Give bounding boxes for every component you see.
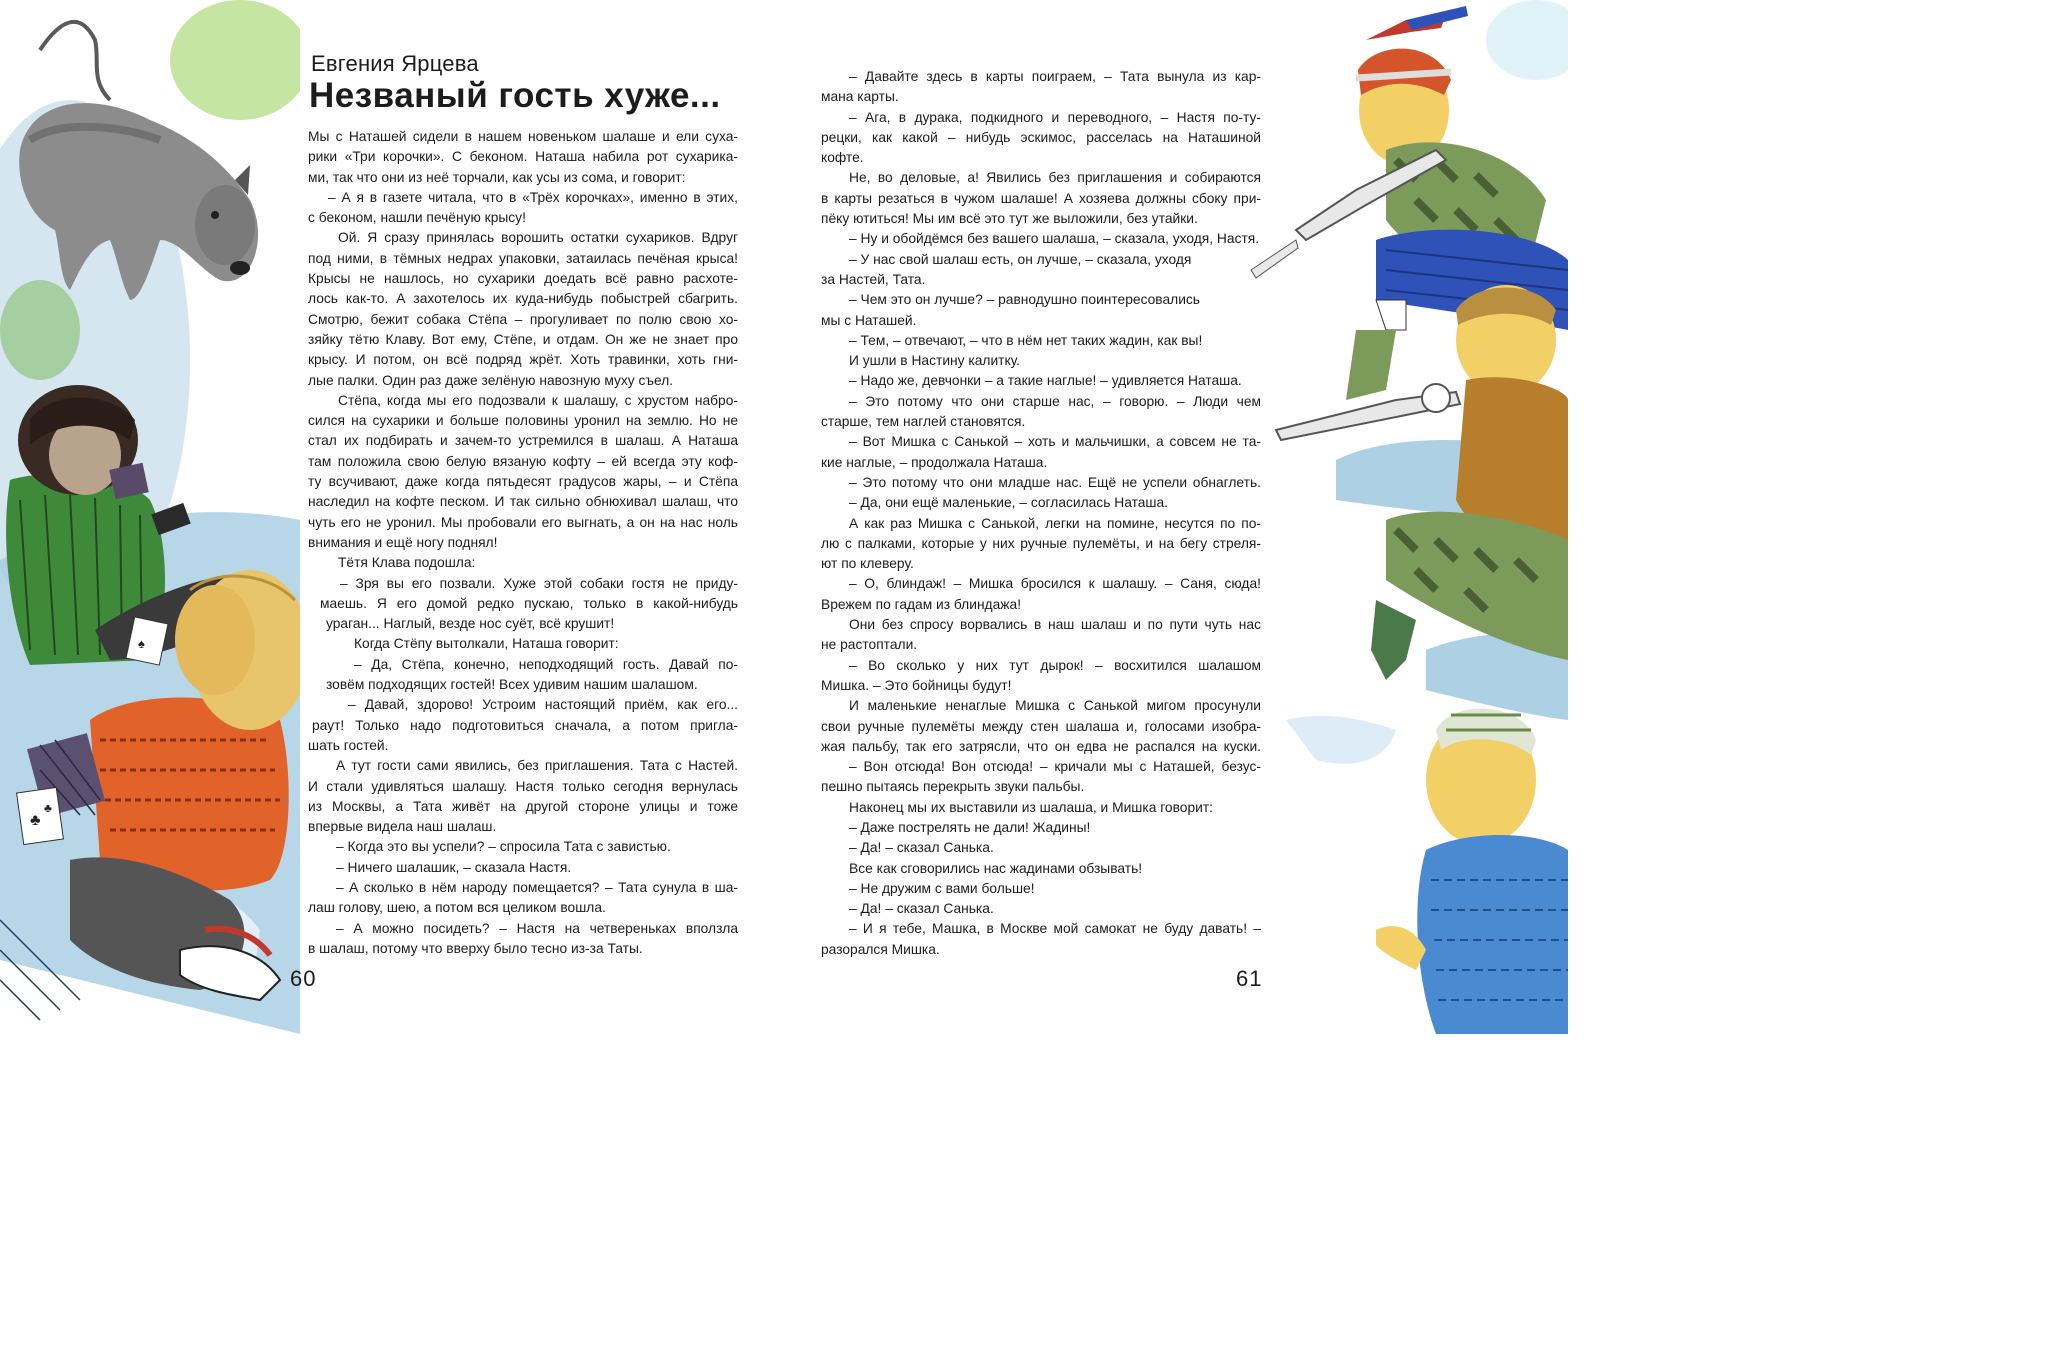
text-line: мы с Наташей. (821, 312, 917, 328)
text-line: шать гостей. (308, 737, 389, 753)
left-page-text (308, 127, 738, 959)
text-line: в карты резаться в чужом шалаше! А хозяева должны сбоку при- (821, 190, 1261, 206)
text-line: за Настей, Тата. (821, 271, 926, 287)
text-line: – Да! – сказал Санька. (849, 840, 994, 856)
text-line: внимания и ещё ногу поднял! (308, 534, 498, 550)
text-line: раут! Только надо подготовиться сначала, а потом пригла- (312, 717, 738, 733)
page-number-left: 60 (290, 966, 317, 991)
text-line: – Зря вы его позвали. Хуже этой собаки гостя не приду- (340, 575, 738, 591)
text-line: Наконец мы их выставили из шалаша, и Мишка говорит: (849, 799, 1213, 815)
text-line: кие наглые, – продолжала Наташа. (821, 454, 1048, 470)
text-line: ми, так что они из неё торчали, как усы из сома, и говорит: (308, 169, 686, 185)
text-line: – Ну и обойдёмся без вашего шалаша, – сказала, уходя, Настя. (849, 231, 1260, 247)
text-line: с беконом, нашли печёную крысу! (308, 210, 526, 226)
text-line: Они без спросу ворвались в наш шалаш и по пути чуть нас (849, 617, 1261, 633)
text-line: – Надо же, девчонки – а такие наглые! – удивляется Наташа. (849, 373, 1242, 389)
text-line: из Москвы, а Тата живёт на другой стороне улицы и тоже (308, 798, 738, 814)
text-line: крысу. И потом, он всё подряд жрёт. Хоть травинки, хоть гни- (308, 352, 738, 368)
text-line: ту всучивают, даже когда пятьдесят градусов жары, – и Стёпа (308, 474, 738, 490)
text-line: зовём подходящих гостей! Всех удивим нашим шалашом. (326, 677, 698, 693)
text-line: – А сколько в нём народу помещается? – Тата сунула в ша- (336, 879, 738, 895)
text-line: – Не дружим с вами больше! (849, 880, 1035, 896)
svg-text:♣: ♣ (44, 801, 52, 815)
text-line: – О, блиндаж! – Мишка бросился к шалашу. – Саня, сюда! (849, 576, 1261, 592)
text-line: Мишка. – Это бойницы будут! (821, 677, 1012, 693)
text-line: Когда Стёпу вытолкали, Наташа говорит: (354, 636, 619, 652)
text-line: лось как-то. А захотелось их куда-нибудь побыстрей сбагрить. (308, 291, 738, 307)
text-line: сился на сухарики и больше половины уронил на землю. Но не (308, 413, 738, 429)
text-line: лю с палками, которые у них ручные пулемёты, и на бегу стреля- (821, 535, 1261, 551)
text-line: – Это потому что они старше нас, – говорю. – Люди чем (849, 393, 1261, 409)
svg-text:♣: ♣ (30, 812, 41, 829)
text-line: – Давай, здорово! Устроим настоящий приём, как его... (348, 697, 738, 713)
author-name: Евгения Ярцева (311, 51, 479, 76)
text-line: кофте. (821, 150, 864, 166)
text-line: – А можно посидеть? – Настя на четвереньках вползла (336, 920, 738, 936)
text-line: рецки, как какой – нибудь эскимос, расселась на Наташиной (821, 129, 1261, 145)
text-line: ураган... Наглый, везде нос суёт, всё крушит! (326, 616, 615, 632)
text-line: А как раз Мишка с Санькой, легки на помине, несутся по по- (849, 515, 1261, 531)
text-line: – У нас свой шалаш есть, он лучше, – сказала, уходя (849, 251, 1192, 267)
text-line: разорался Мишка. (821, 941, 940, 957)
text-line: зяйку тётю Клаву. Вот ему, Стёпе, и отдам. Он же не знает про (308, 331, 738, 347)
left-illustration (0, 0, 300, 1034)
svg-text:♠: ♠ (138, 636, 145, 651)
right-illustration (1236, 0, 1568, 1034)
text-line: – Да! – сказал Санька. (849, 901, 994, 917)
text-line: И стали удивляться шалашу. Настя только сегодня вернулась (308, 778, 738, 794)
text-line: Стёпа, когда мы его подозвали к шалашу, с хрустом набро- (338, 392, 738, 408)
text-line: – Когда это вы успели? – спросила Тата с завистью. (336, 839, 671, 855)
text-line: мана карты. (821, 89, 899, 105)
text-line: Врежем по гадам из блиндажа! (821, 596, 1022, 612)
text-line: Тётя Клава подошла: (338, 555, 476, 571)
text-line: рики «Три корочки». С беконом. Наташа набила рот сухарика- (308, 149, 738, 165)
text-line: – Да, Стёпа, конечно, неподходящий гость. Давай по- (354, 656, 738, 672)
text-line: Ой. Я сразу принялась ворошить остатки сухариков. Вдруг (338, 230, 738, 246)
text-line: впервые видела наш шалаш. (308, 819, 497, 835)
text-line: – Чем это он лучше? – равнодушно поинтересовались (849, 292, 1200, 308)
text-line: – Да, они ещё маленькие, – согласилась Наташа. (849, 495, 1169, 511)
page-number-right: 61 (1236, 966, 1263, 991)
text-line: свои ручные пулемёты между стен шалаша и, голосами изобра- (821, 718, 1261, 734)
text-line: стал их подбирать и зачем-то устремился в шалаш. А Наташа (308, 433, 738, 449)
text-line: там положила свою белую вязаную кофту – ей всегда эту коф- (308, 453, 738, 469)
text-line: лаш голову, шею, а потом вся целиком вошла. (308, 900, 606, 916)
text-line: старше, тем наглей становятся. (821, 414, 1026, 430)
text-line: – Ничего шалашик, – сказала Настя. (336, 859, 572, 875)
text-line: наследил на кофте песком. И так сильно обнюхивал шалаш, что (308, 494, 738, 510)
text-line: лые палки. Один раз даже зелёную навозную муху съел. (308, 372, 674, 388)
text-line: пешно пытаясь перекрыть звуки пальбы. (821, 779, 1085, 795)
text-line: И маленькие ненаглые Мишка с Санькой мигом просунули (849, 698, 1261, 714)
text-line: жая пальбу, так его затрясли, что он едва не распался на куски. (821, 738, 1261, 754)
child-cap-illustration (1376, 709, 1568, 1034)
text-line: в шалаш, потому что вверху было тесно из-за Таты. (308, 940, 643, 956)
text-line: ют по клеверу. (821, 556, 914, 572)
text-line: И ушли в Настину калитку. (849, 353, 1021, 369)
text-line: под ними, в тёмных недрах упаковки, затаилась печёная крыса! (308, 250, 738, 266)
text-line: – Даже пострелять не дали! Жадины! (849, 819, 1091, 835)
story-title: Незваный гость хуже... (309, 76, 721, 115)
text-line: – Давайте здесь в карты поиграем, – Тата вынула из кар- (849, 69, 1261, 84)
text-line: Все как сговорились нас жадинами обзывать! (849, 860, 1143, 876)
text-line: – И я тебе, Машка, в Москве мой самокат не буду давать! – (849, 921, 1261, 937)
text-line: – Это потому что они младше нас. Ещё не успели обнаглеть. (849, 474, 1261, 490)
text-line: чуть его не уронил. Мы пробовали его выгнать, а он на нас ноль (308, 514, 738, 530)
text-line: А тут гости сами явились, без приглашения. Тата с Настей. (336, 758, 738, 774)
text-line: – Вот Мишка с Санькой – хоть и мальчишки, а совсем не та- (849, 434, 1261, 450)
text-line: – Во сколько у них тут дырок! – восхитился шалашом (849, 657, 1261, 673)
text-line: маешь. Я его домой редко пускаю, только в какой-нибудь (320, 595, 738, 611)
text-line: пёку ютиться! Мы им всё это тут же выложили, без утайки. (821, 211, 1198, 227)
text-line: – Ага, в дурака, подкидного и переводного, – Настя по-ту- (849, 109, 1261, 125)
text-line: Смотрю, бежит собака Стёпа – прогуливает по полю свою хо- (308, 311, 738, 327)
text-line: Не, во деловые, а! Явились без приглашения и собираются (849, 170, 1261, 186)
text-line: – А я в газете читала, что в «Трёх корочках», именно в этих, (328, 189, 738, 205)
text-line: не растоптали. (821, 637, 918, 653)
text-line: Мы с Наташей сидели в нашем новеньком шалаше и ели суха- (308, 129, 738, 144)
text-line: – Вон отсюда! Вон отсюда! – кричали мы с Наташей, безус- (849, 759, 1261, 775)
text-line: Крысы не нашлось, но сухарики доедать всё равно расхоте- (308, 271, 738, 287)
right-page-text (821, 67, 1261, 960)
text-line: – Тем, – отвечают, – что в нём нет таких жадин, как вы! (849, 332, 1203, 348)
